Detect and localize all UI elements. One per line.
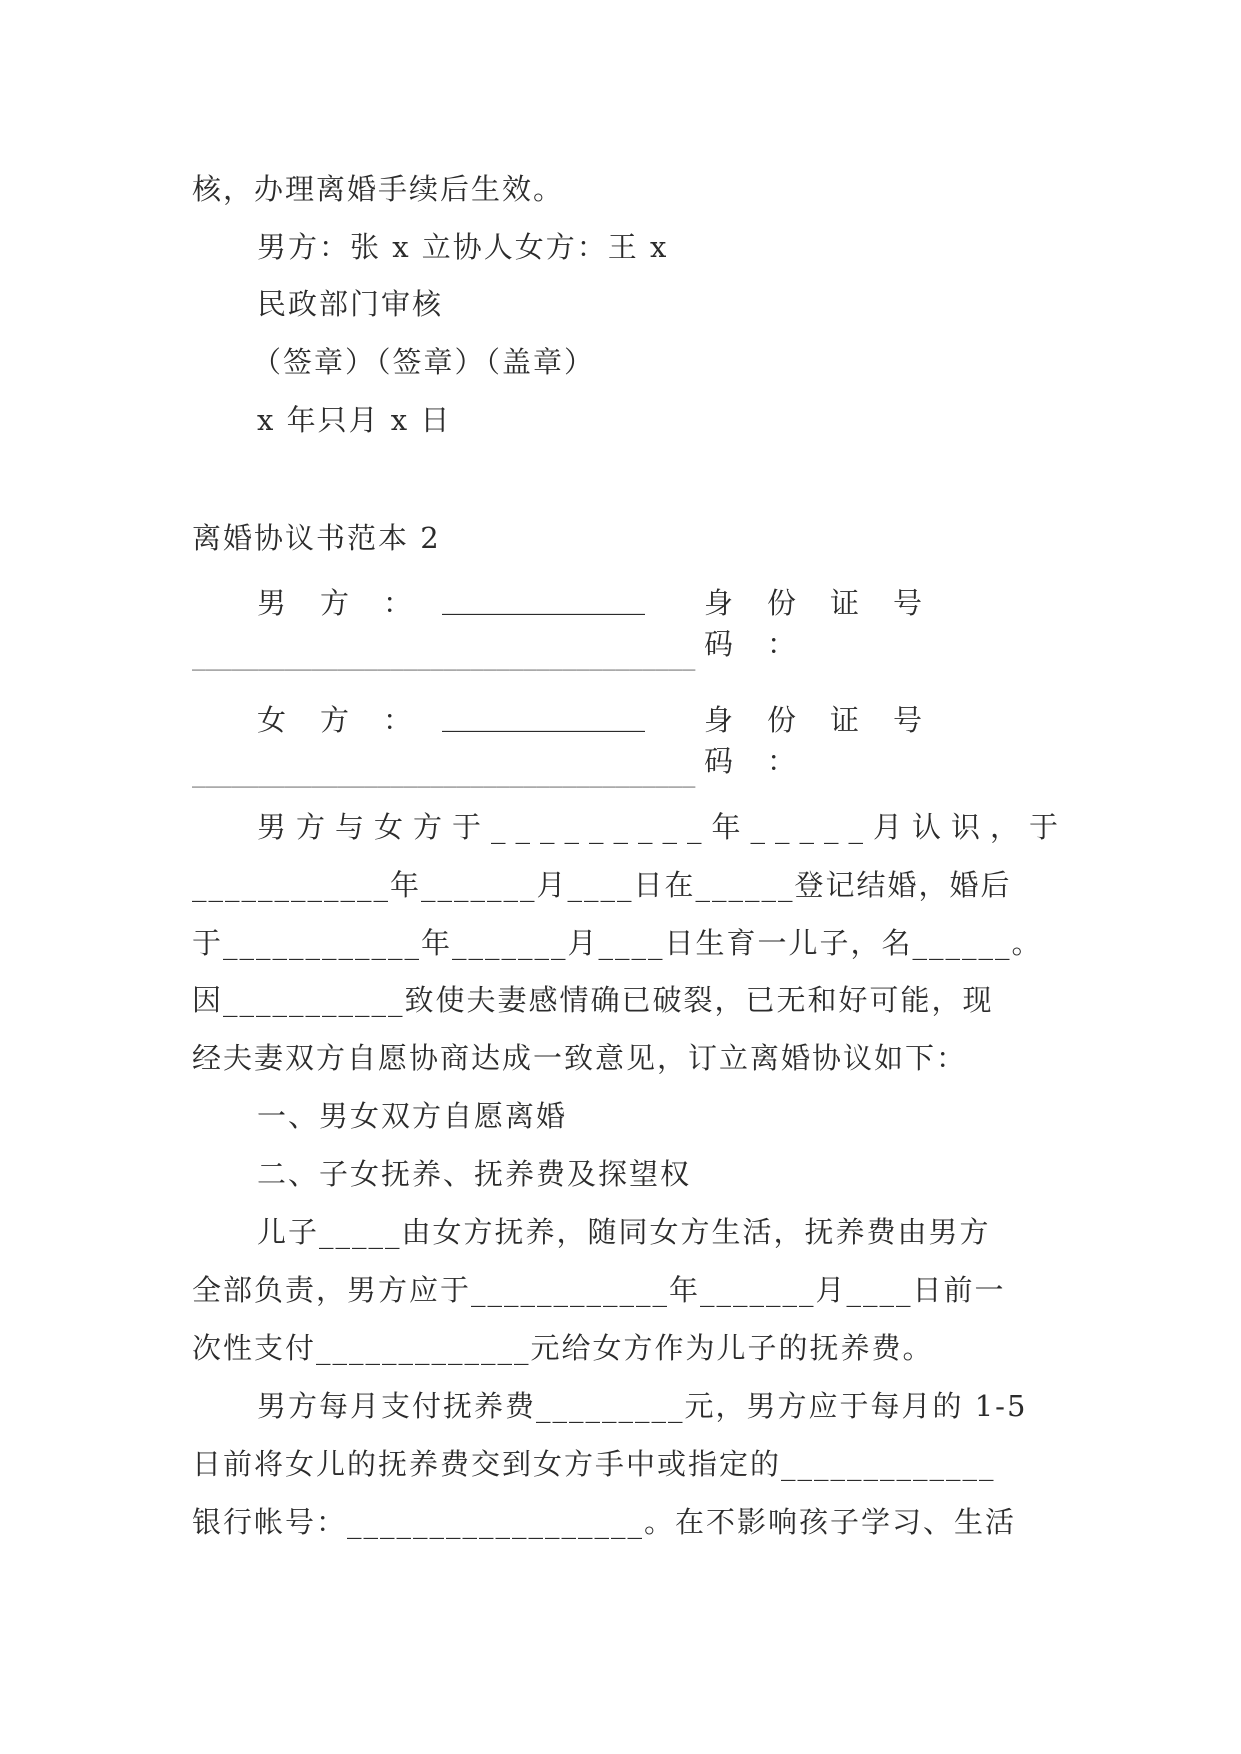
- body-line: 日前将女儿的抚养费交到女方手中或指定的_____________: [192, 1447, 996, 1481]
- male-info-row: [257, 581, 1057, 661]
- clause-heading: 一、男女双方自愿离婚: [257, 1099, 568, 1133]
- body-line: 次性支付_____________元给女方作为儿子的抚养费。: [192, 1331, 934, 1365]
- date-line: x 年只月 x 日: [257, 403, 452, 437]
- section-title: 离婚协议书范本 2: [192, 521, 441, 555]
- body-line: 因___________致使夫妻感情确已破裂，已无和好可能，现: [192, 983, 994, 1017]
- body-line: 银行帐号：__________________。在不影响孩子学习、生活: [192, 1505, 1017, 1539]
- body-line: 男方每月支付抚养费_________元，男方应于每月的 1-5: [257, 1389, 1028, 1423]
- review-department-line: 民政部门审核: [257, 287, 444, 321]
- female-id-blank: ______________________________________: [192, 763, 696, 788]
- clause-heading: 二、子女抚养、抚养费及探望权: [257, 1157, 692, 1191]
- body-line: 全部负责，男方应于____________年_______月____日前一: [192, 1273, 1006, 1307]
- female-name-blank: ______________: [442, 698, 645, 732]
- male-id-label: 身份证号码：: [704, 586, 957, 661]
- body-line: 男方与女方于_________年_____月认识，于: [257, 810, 1069, 844]
- female-label: 女方：: [257, 703, 447, 737]
- seal-line: （签章）（签章）（盖章）: [252, 345, 596, 379]
- text-line: 核，办理离婚手续后生效。: [192, 172, 565, 206]
- male-name-blank: ______________: [442, 581, 645, 615]
- body-line: 儿子_____由女方抚养，随同女方生活，抚养费由男方: [257, 1215, 991, 1249]
- body-line: ____________年_______月____日在______登记结婚，婚后: [192, 868, 1012, 902]
- body-line: 经夫妻双方自愿协商达成一致意见，订立离婚协议如下：: [192, 1041, 968, 1075]
- male-label: 男方：: [257, 586, 447, 620]
- male-id-blank: ______________________________________: [192, 646, 696, 671]
- female-info-row: [257, 698, 1057, 778]
- signatories-line: 男方：张 x 立协人女方：王 x: [257, 230, 669, 264]
- female-id-label: 身份证号码：: [704, 703, 957, 778]
- body-line: 于____________年_______月____日生育一儿子，名______。: [192, 926, 1043, 960]
